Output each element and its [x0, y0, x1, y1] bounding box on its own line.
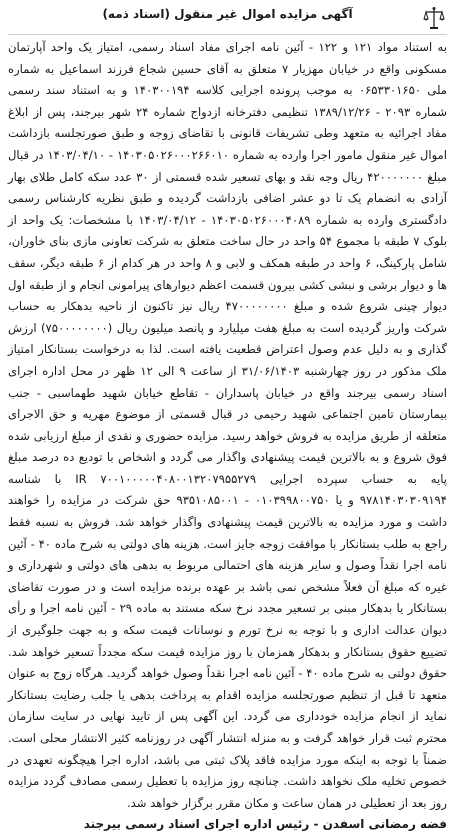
notice-header: [8, 4, 447, 35]
notice-signature: فضه رمضانی اسفدن - رئیس اداره اجرای اسناد رسمی بیرجند: [83, 817, 447, 832]
notice-body: به استناد مواد ۱۲۱ و ۱۲۲ - آئین نامه اجرای مفاد اسناد رسمی، امتیاز یک واحد آپارتمان مسکونی واقع در خیابان مهزیار ۷ متعلق به آقای حسین شجاع فرزند اسماعیل به شماره ملی ۰۶۵۳۳۰۱۶۵۰ به موجب پرونده اجرایی کلاسه ۱۴۰۳۰۰۱۹۴ و به استناد سند رسمی شماره ۲۰۹۳ - ۱۳۸۹/۱۲/۲۶ تنظیمی دفترخانه ازدواج شماره ۲۴ شهر بیرجند، پس از ابلاغ مفاد اجرائیه به متعهد وطی تشریفات قانونی با تقاضای زوجه و طبق صورتجلسه بازداشت اموال غیر منقول مامور اجرا وارده به شماره ۱۴۰۳۰۵۰۲۶۰۰۰۲۶۶۰۱۰ - ۱۴۰۳/۰۴/۱۰ در قبال مبلغ ۴۲۰۰۰۰۰۰۰ ریال وجه نقد و بهای تسعیر شده قسمتی از ۳۰ عدد سکه کامل طلای بهار آزادی به انضمام یک تا دو عشر اضافی بازداشت گردیده و طبق نظریه کارشناس رسمی دادگستری وارده به شماره ۱۴۰۳۰۵۰۲۶۰۰۰۴۰۸۹ - ۱۴۰۳/۰۴/۱۲ با مشخصات: یک واحد از بلوک ۷ طبقه با مجموع ۵۴ واحد در حال ساخت متعلق به شرکت تعاونی مازی بنای خاوران، شامل پارکینگ، ۶ واحد در طبقه همکف و لابی و ۸ واحد در هر کدام از ۶ طبقه دیگر، سقف ها و دیوار برشی و نبشی کشی بیرون قسمت اعظم دیوارهای پیرامونی انجام و از طبقه اول دیوار چینی شروع شده و مبلغ ۴۷۰۰۰۰۰۰۰۰ ریال نیز تاکنون از ناحیه بدهکار به حساب شرکت واریز گردیده است به مبلغ هفت میلیارد و پانصد میلیون ریال (۷۵۰۰۰۰۰۰۰۰) ارزش گذاری و به دلیل عدم وصول اعتراض قطعیت یافته است. لذا به درخواست بستانکار امتیاز ملک مذکور در روز چهارشنبه ۳۱/۰۶/۱۴۰۳ از ساعت ۹ الی ۱۲ ظهر در محل اداره اجرای اسناد رسمی بیرجند واقع در خیابان پاسداران - تقاطع خیابان شهید طهماسبی - جنب بیمارستان تامین اجتماعی شهید رحیمی در قبال قسمتی از موضوع مهریه و حق الاجرای متعلقه از طریق مزایده به فروش خواهد رسید. مزایده حضوری و نقدی از مبلغ ارزیابی شده فوق شروع و به بالاترین قیمت پیشنهادی واگذار می گردد و اشخاص با تودیع ده درصد مبلغ پایه به حساب سپرده اجرایی IR ۷۰۰۱۰۰۰۰۰۴۰۸۰۰۱۳۲۰۷۹۵۵۲۷۹ با شناسه ۹۷۸۱۴۰۳۰۳۰۹۱۹۴ و یا ۰۱۰۳۹۹۸۰۰۷۵۰ - ۹۳۵۱۰۸۵۰۰۱ حق شرکت در مزایده را خواهند داشت و مورد مزایده به بالاترین قیمت پیشنهادی واگذار خواهد شد. فروش به نسبه فقط راجع به طلب بستانکار با موافقت زوجه جایز است. هزینه های دولتی به شرح ماده ۴۰ - آئین نامه اجرا نقداً وصول و سایر هزینه های احتمالی مربوط به بدهی های دولتی و شهرداری و غیره که مبلغ آن فعلاً مشخص نمی باشد بر عهده برنده مزایده است و در صورت تقاضای بستانکار یا بدهکار مبنی بر تسعیر مجدد نرخ سکه مستند به ماده ۲۹ - آئین نامه اجرا و رأی دیوان عدالت اداری و با توجه به نرخ تورم و نوسانات قیمت سکه و به جهت جلوگیری از تضییع حقوق بستانکار و بدهکار همزمان با روز مزایده قیمت سکه مجدداً تسعیر خواهد شد. حقوق دولتی به شرح ماده ۴۰ - آئین نامه اجرا نقداً وصول خواهد گردید. هرگاه زوج به عنوان متعهد تا قبل از تنظیم صورتجلسه مزایده اقدام به پرداخت بدهی یا جلب رضایت بستانکار نماید از انجام مزایده خودداری می گردد. این آگهی پس از تایید نهایی در سایت سازمان محترم ثبت قرار خواهد گرفت و به منزله انتشار آگهی در روزنامه کثیر الانتشار محلی است. ضمناً با توجه به اینکه مورد مزایده فاقد پلاک ثبتی می باشد، اداره اجرا هیچگونه تعهدی در خصوص تخلیه ملک نخواهد داشت. چنانچه روز مزایده با تعطیل رسمی مصادف گردد مزایده روز بعد از تعطیلی در همان ساعت و مکان مقرر برگزار خواهد شد.: [8, 40, 448, 810]
notice-title: آگهی مزایده اموال غیر منقول (اسناد ذمه): [102, 7, 353, 21]
